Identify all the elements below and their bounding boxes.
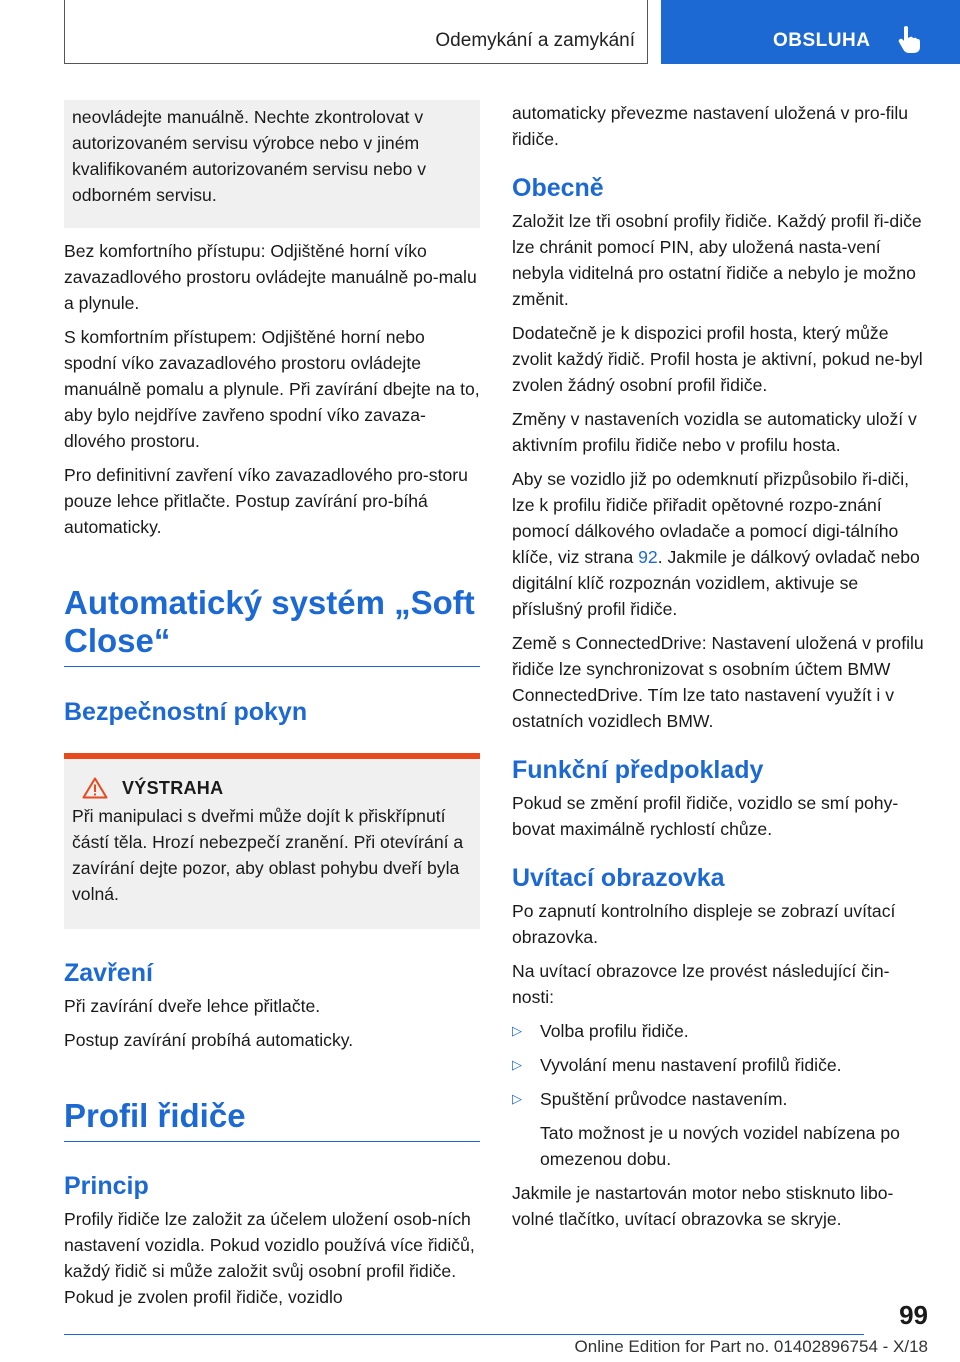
paragraph: Země s ConnectedDrive: Nastavení uložená v profilu řidiče lze synchronizovat s osobním účtem BMW ConnectedDrive. Tím lze tato nastavení využít i v ostatních vozidlech BMW. xyxy=(512,633,924,731)
paragraph: Při zavírání dveře lehce přitlačte. xyxy=(64,996,321,1016)
paragraph: Dodatečně je k dispozici profil hosta, který může zvolit každý řidič. Profil hosta je aktivní, pokud ne‐byl zvolen žádný osobní profil řidiče. xyxy=(512,323,923,395)
warning-triangle-icon xyxy=(82,777,108,799)
paragraph: Pro definitivní zavření víko zavazadlového pro‐storu pouze lehce přitlačte. Postup zavírání pro‐bíhá automaticky. xyxy=(64,465,468,537)
list-item xyxy=(512,1052,928,1078)
heading-closing: Zavření xyxy=(64,959,153,987)
list-item xyxy=(512,1086,928,1112)
heading-soft-close: Automatický systém „Soft Close“ xyxy=(64,584,480,667)
paragraph: Založit lze tři osobní profily řidiče. Každý profil ři‐diče lze chránit pomocí PIN, aby uložená nasta‐vení nebyla viditelná pro ostatní řidiče a nebylo je možno změnit. xyxy=(512,211,922,309)
paragraph: Profily řidiče lze založit za účelem uložení osob‐ních nastavení vozidla. Pokud vozidlo používá více řidičů, každý řidič si může založit svůj osobní profil řidiče. Pokud je zvolen profil řidiče, vozidlo xyxy=(64,1209,475,1307)
paragraph: Postup zavírání probíhá automaticky. xyxy=(64,1030,354,1050)
warning-text: Při manipulaci s dveřmi může dojít k přiskřípnutí částí těla. Hrozí nebezpečí zranění. Při otevírání a zavírání dejte pozor, aby oblast pohybu dveří byla volná. xyxy=(72,806,464,904)
heading-principle: Princip xyxy=(64,1172,149,1200)
chapter-title-box xyxy=(64,0,648,64)
heading-welcome-screen: Uvítací obrazovka xyxy=(512,864,725,892)
bullet-triangle-icon: ▷ xyxy=(512,1057,522,1072)
paragraph: Pokud se změní profil řidiče, vozidlo se smí pohy‐bovat maximálně rychlostí chůze. xyxy=(512,793,899,839)
paragraph-text: Aby se vozidlo již po odemknutí přizpůsobilo ři‐diči, lze k profilu řidiče přiřadit opětovné rozpo‐znání pomocí dálkového ovladače a pomocí digi‐tálního klíče, viz strana xyxy=(512,469,910,567)
paragraph: Bez komfortního přístupu: Odjištěné horní víko zavazadlového prostoru ovládejte manuálně po‐malu a plynule. xyxy=(64,241,477,313)
hand-pointer-icon xyxy=(897,25,923,55)
bullet-triangle-icon: ▷ xyxy=(512,1091,522,1106)
paragraph: S komfortním přístupem: Odjištěné horní nebo spodní víko zavazadlového prostoru ovládejte manuálně pomalu a plynule. Při zavírání dbejte na to, aby bylo nejdříve zavřeno spodní víko zavaza‐dlového prostoru. xyxy=(64,327,480,451)
list-item xyxy=(512,1018,928,1044)
chapter-title: Odemykání a zamykání xyxy=(435,30,635,51)
paragraph: Změny v nastaveních vozidla se automaticky uloží v aktivním profilu řidiče nebo v profilu hosta. xyxy=(512,409,917,455)
paragraph: Po zapnutí kontrolního displeje se zobrazí uvítací obrazovka. xyxy=(512,901,896,947)
welcome-actions-list xyxy=(512,1018,928,1112)
warning-box xyxy=(64,753,480,929)
heading-driver-profile: Profil řidiče xyxy=(64,1097,480,1142)
page-number: 99 xyxy=(899,1300,928,1330)
left-column xyxy=(64,100,480,1318)
edition-info: Online Edition for Part no. 01402896754 - X/18 xyxy=(574,1337,928,1356)
section-tab-label: OBSLUHA xyxy=(773,30,871,51)
paragraph xyxy=(512,466,928,622)
footer-divider xyxy=(64,1334,864,1335)
list-item-note: Tato možnost je u nových vozidel nabízena po omezenou dobu. xyxy=(540,1123,900,1169)
right-column xyxy=(512,100,928,1240)
paragraph-text: . Jakmile je dálkový ovladač nebo digitální klíč rozpoznán vozidlem, aktivuje se příslušný profil řidiče. xyxy=(512,547,920,619)
paragraph: Na uvítací obrazovce lze provést následující čin‐nosti: xyxy=(512,961,890,1007)
continued-warning-text: neovládejte manuálně. Nechte zkontrolovat v autorizovaném servisu výrobce nebo v jiném kvalifikovaném autorizovaném servisu nebo v odborném servisu. xyxy=(72,107,426,205)
paragraph: Jakmile je nastartován motor nebo stisknuto libo‐volné tlačítko, uvítací obrazovka se skryje. xyxy=(512,1183,894,1229)
heading-requirements: Funkční předpoklady xyxy=(512,756,764,784)
list-item-text: Volba profilu řidiče. xyxy=(540,1021,689,1041)
warning-title: VÝSTRAHA xyxy=(122,777,224,798)
list-item-text: Spuštění průvodce nastavením. xyxy=(540,1089,788,1109)
continued-warning-box xyxy=(64,100,480,228)
section-tab[interactable] xyxy=(661,0,960,64)
heading-safety-note: Bezpečnostní pokyn xyxy=(64,698,308,726)
page-header xyxy=(0,0,960,66)
paragraph: automaticky převezme nastavení uložená v pro‐filu řidiče. xyxy=(512,103,909,149)
list-item-text: Vyvolání menu nastavení profilů řidiče. xyxy=(540,1055,842,1075)
heading-general: Obecně xyxy=(512,174,604,202)
bullet-triangle-icon: ▷ xyxy=(512,1023,522,1038)
page-reference-link[interactable]: 92 xyxy=(638,547,658,567)
